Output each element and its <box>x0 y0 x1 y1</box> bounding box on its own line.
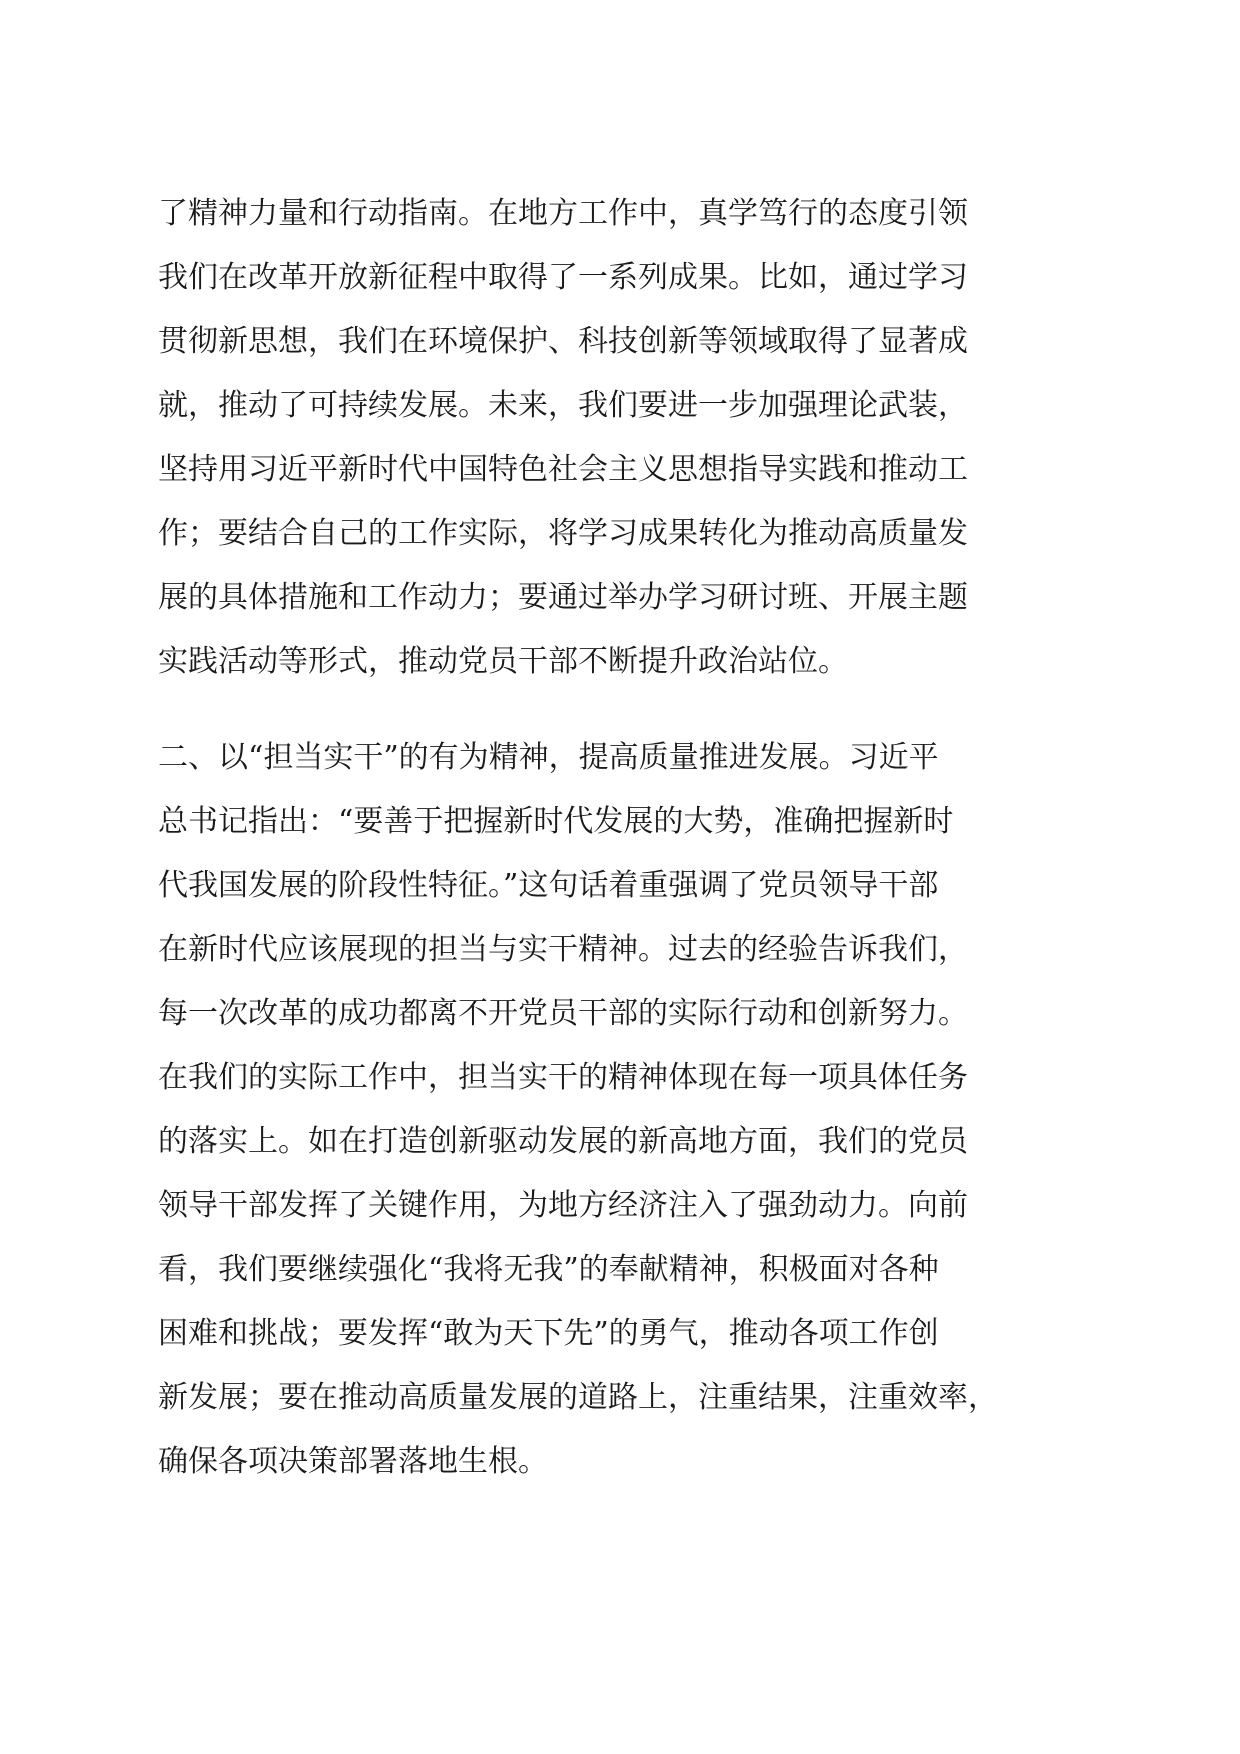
body-paragraph <box>158 182 1088 694</box>
text-line: 困难和挑战；要发挥“敢为天下先”的勇气，推动各项工作创 <box>158 1316 939 1351</box>
text-line: 展的具体措施和工作动力；要通过举办学习研讨班、开展主题 <box>158 580 968 615</box>
text-line: 在我们的实际工作中，担当实干的精神体现在每一项具体任务 <box>158 1060 968 1095</box>
section-paragraph <box>158 726 1088 1494</box>
text-line: 领导干部发挥了关键作用，为地方经济注入了强劲动力。向前 <box>158 1188 968 1223</box>
text-line: 每一次改革的成功都离不开党员干部的实际行动和创新努力。 <box>158 996 968 1031</box>
text-line: 二、以“担当实干”的有为精神，提高质量推进发展。习近平 <box>158 740 939 775</box>
text-line: 看，我们要继续强化“我将无我”的奉献精神，积极面对各种 <box>158 1252 939 1287</box>
text-line: 的落实上。如在打造创新驱动发展的新高地方面，我们的党员 <box>158 1124 968 1159</box>
text-line: 作；要结合自己的工作实际，将学习成果转化为推动高质量发 <box>158 516 968 551</box>
text-line: 实践活动等形式，推动党员干部不断提升政治站位。 <box>158 644 848 679</box>
text-line: 贯彻新思想，我们在环境保护、科技创新等领域取得了显著成 <box>158 324 968 359</box>
text-line: 了精神力量和行动指南。在地方工作中，真学笃行的态度引领 <box>158 196 968 231</box>
text-line: 新发展；要在推动高质量发展的道路上，注重结果，注重效率， <box>158 1380 998 1415</box>
text-line: 就，推动了可持续发展。未来，我们要进一步加强理论武装， <box>158 388 968 423</box>
text-line: 代我国发展的阶段性特征。”这句话着重强调了党员领导干部 <box>158 868 939 903</box>
text-line: 坚持用习近平新时代中国特色社会主义思想指导实践和推动工 <box>158 452 968 487</box>
text-line: 我们在改革开放新征程中取得了一系列成果。比如，通过学习 <box>158 260 968 295</box>
text-line: 总书记指出：“要善于把握新时代发展的大势，准确把握新时 <box>158 804 954 839</box>
text-line: 确保各项决策部署落地生根。 <box>158 1444 548 1479</box>
text-line: 在新时代应该展现的担当与实干精神。过去的经验告诉我们， <box>158 932 968 967</box>
